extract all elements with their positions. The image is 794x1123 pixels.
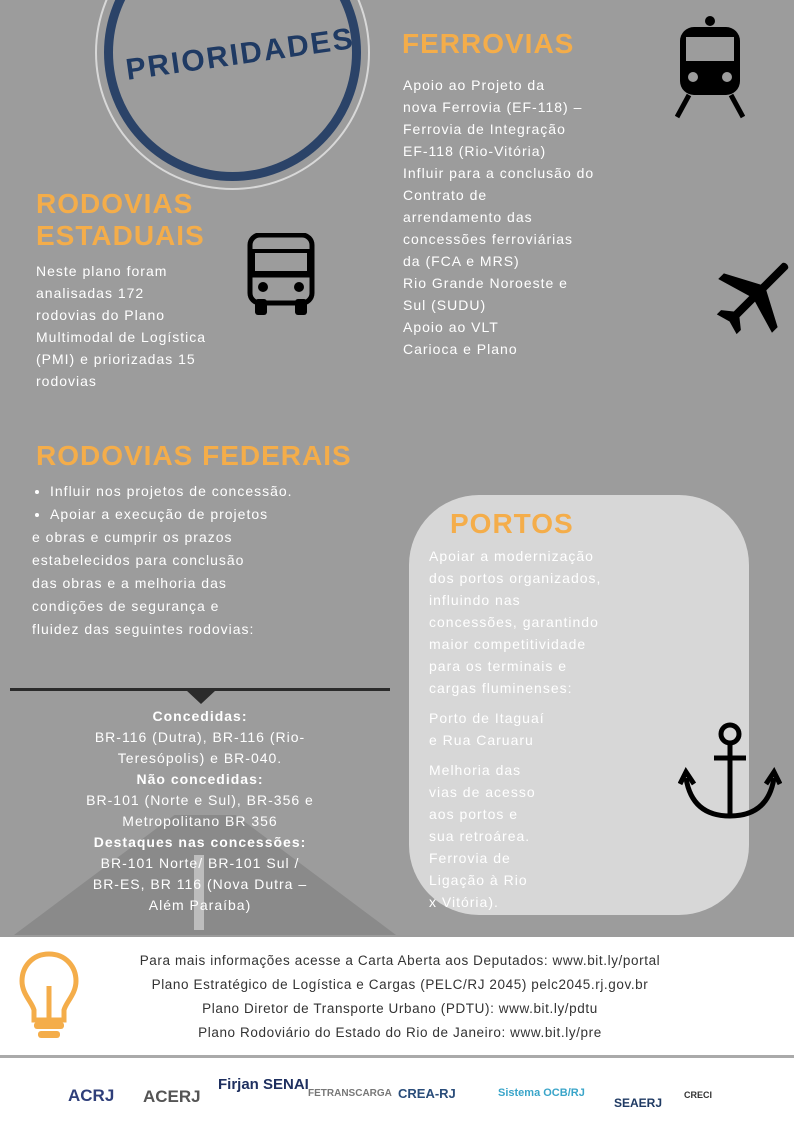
- text-line: vias de acesso: [429, 784, 536, 800]
- text-line: Influir para a conclusão do: [403, 165, 595, 181]
- logo-acrj: ACRJ: [68, 1086, 115, 1105]
- text-line: Multimodal de Logística: [36, 329, 207, 345]
- footer-line[interactable]: Plano Estratégico de Logística e Cargas (PELC/RJ 2045) pelc2045.rj.gov.br: [151, 977, 649, 992]
- title-line: ESTADUAIS: [36, 220, 205, 251]
- destaques-title: Destaques nas concessões:: [93, 834, 307, 850]
- portos-title: [450, 508, 574, 540]
- logo-acerj: ACERJ: [143, 1087, 201, 1106]
- text-line: arrendamento das: [403, 209, 533, 225]
- logo-ocb-rj: Sistema OCB/RJ: [498, 1087, 585, 1099]
- rodovias-estaduais-text: [36, 260, 236, 392]
- concedidas-title: Concedidas:: [152, 708, 248, 724]
- partner-logos: [0, 1058, 794, 1123]
- text-line: Carioca e Plano: [403, 341, 518, 357]
- text-line: fluidez das seguintes rodovias:: [32, 621, 255, 637]
- text-line: concessões, garantindo: [429, 614, 599, 630]
- text-line: sua retroárea.: [429, 828, 531, 844]
- rodovias-estaduais-title: [36, 188, 256, 252]
- text-line: BR-ES, BR 116 (Nova Dutra –: [92, 876, 308, 892]
- train-icon: [675, 15, 745, 119]
- text-line: x Vitória).: [429, 894, 499, 910]
- text-line: Porto de Itaguaí: [429, 710, 545, 726]
- logo-firjan: Firjan SENAI: [218, 1076, 309, 1093]
- text-line: Apoio ao VLT: [403, 319, 499, 335]
- text-line: analisadas 172: [36, 285, 145, 301]
- text-line: maior competitividade: [429, 636, 587, 652]
- text-line: Teresópolis) e BR-040.: [117, 750, 283, 766]
- ferrovias-title: [402, 28, 574, 60]
- lightbulb-icon: [18, 950, 80, 1040]
- rodovias-federais-list: [32, 480, 372, 641]
- text-line: rodovias: [36, 373, 97, 389]
- text-line: Além Paraíba): [148, 897, 252, 913]
- text-line: condições de segurança e: [32, 598, 220, 614]
- title-line: RODOVIAS FEDERAIS: [36, 440, 352, 471]
- text-line: Contrato de: [403, 187, 488, 203]
- logo-creci: CRECI: [684, 1090, 713, 1100]
- text-line: Ferrovia de Integração: [403, 121, 566, 137]
- text-line: Ligação à Rio: [429, 872, 528, 888]
- title-line: FERROVIAS: [402, 28, 575, 59]
- text-line: para os terminais e: [429, 658, 568, 674]
- nao-concedidas-title: Não concedidas:: [136, 771, 264, 787]
- logo-seaerj: SEAERJ: [614, 1096, 663, 1110]
- footer-links: [85, 949, 715, 1045]
- text-line: Neste plano foram: [36, 263, 168, 279]
- logo-crea-rj: CREA-RJ: [398, 1086, 456, 1101]
- text-line: Rio Grande Noroeste e: [403, 275, 568, 291]
- text-line: rodovias do Plano: [36, 307, 166, 323]
- list-item: • Apoiar a execução de projetos: [50, 503, 372, 526]
- title-line: PORTOS: [450, 508, 574, 539]
- anchor-icon: [678, 720, 782, 824]
- footer-line[interactable]: Plano Diretor de Transporte Urbano (PDTU): www.bit.ly/pdtu: [202, 1001, 598, 1016]
- text-line: aos portos e: [429, 806, 519, 822]
- text-line: BR-101 (Norte e Sul), BR-356 e: [86, 792, 314, 808]
- text-line: concessões ferroviárias: [403, 231, 574, 247]
- text-line: influindo nas: [429, 592, 521, 608]
- text-line: Apoio ao Projeto da: [403, 77, 545, 93]
- arrow-down-icon: [186, 690, 216, 704]
- text-line: estabelecidos para conclusão: [32, 552, 245, 568]
- federal-routes-block: [40, 706, 360, 916]
- text-line: nova Ferrovia (EF-118) –: [403, 99, 583, 115]
- footer-line[interactable]: Para mais informações acesse a Carta Aberta aos Deputados: www.bit.ly/portal: [139, 953, 661, 968]
- list-item: • Influir nos projetos de concessão.: [50, 480, 372, 503]
- airplane-icon: [715, 250, 794, 342]
- text-line: Metropolitano BR 356: [122, 813, 278, 829]
- text-line: BR-101 Norte/ BR-101 Sul /: [100, 855, 300, 871]
- text-line: cargas fluminenses:: [429, 680, 573, 696]
- text-line: EF-118 (Rio-Vitória): [403, 143, 547, 159]
- rodovias-federais-title: [36, 440, 352, 472]
- text-line: BR-116 (Dutra), BR-116 (Rio-: [94, 729, 306, 745]
- text-line: Ferrovia de: [429, 850, 511, 866]
- logo-fetranscarga: FETRANSCARGA: [308, 1088, 392, 1099]
- stamp-text: PRIORIDADES: [123, 22, 357, 87]
- footer-line[interactable]: Plano Rodoviário do Estado do Rio de Janeiro: www.bit.ly/pre: [198, 1025, 602, 1040]
- text-line: da (FCA e MRS): [403, 253, 520, 269]
- text-line: Melhoria das: [429, 762, 522, 778]
- text-line: e obras e cumprir os prazos: [32, 529, 233, 545]
- text-line: Sul (SUDU): [403, 297, 487, 313]
- text-line: das obras e a melhoria das: [32, 575, 227, 591]
- title-line: RODOVIAS: [36, 188, 194, 219]
- text-line: e Rua Caruaru: [429, 732, 534, 748]
- text-line: dos portos organizados,: [429, 570, 602, 586]
- text-line: Apoiar a modernização: [429, 548, 594, 564]
- text-line: (PMI) e priorizadas 15: [36, 351, 196, 367]
- bus-icon: [246, 233, 316, 317]
